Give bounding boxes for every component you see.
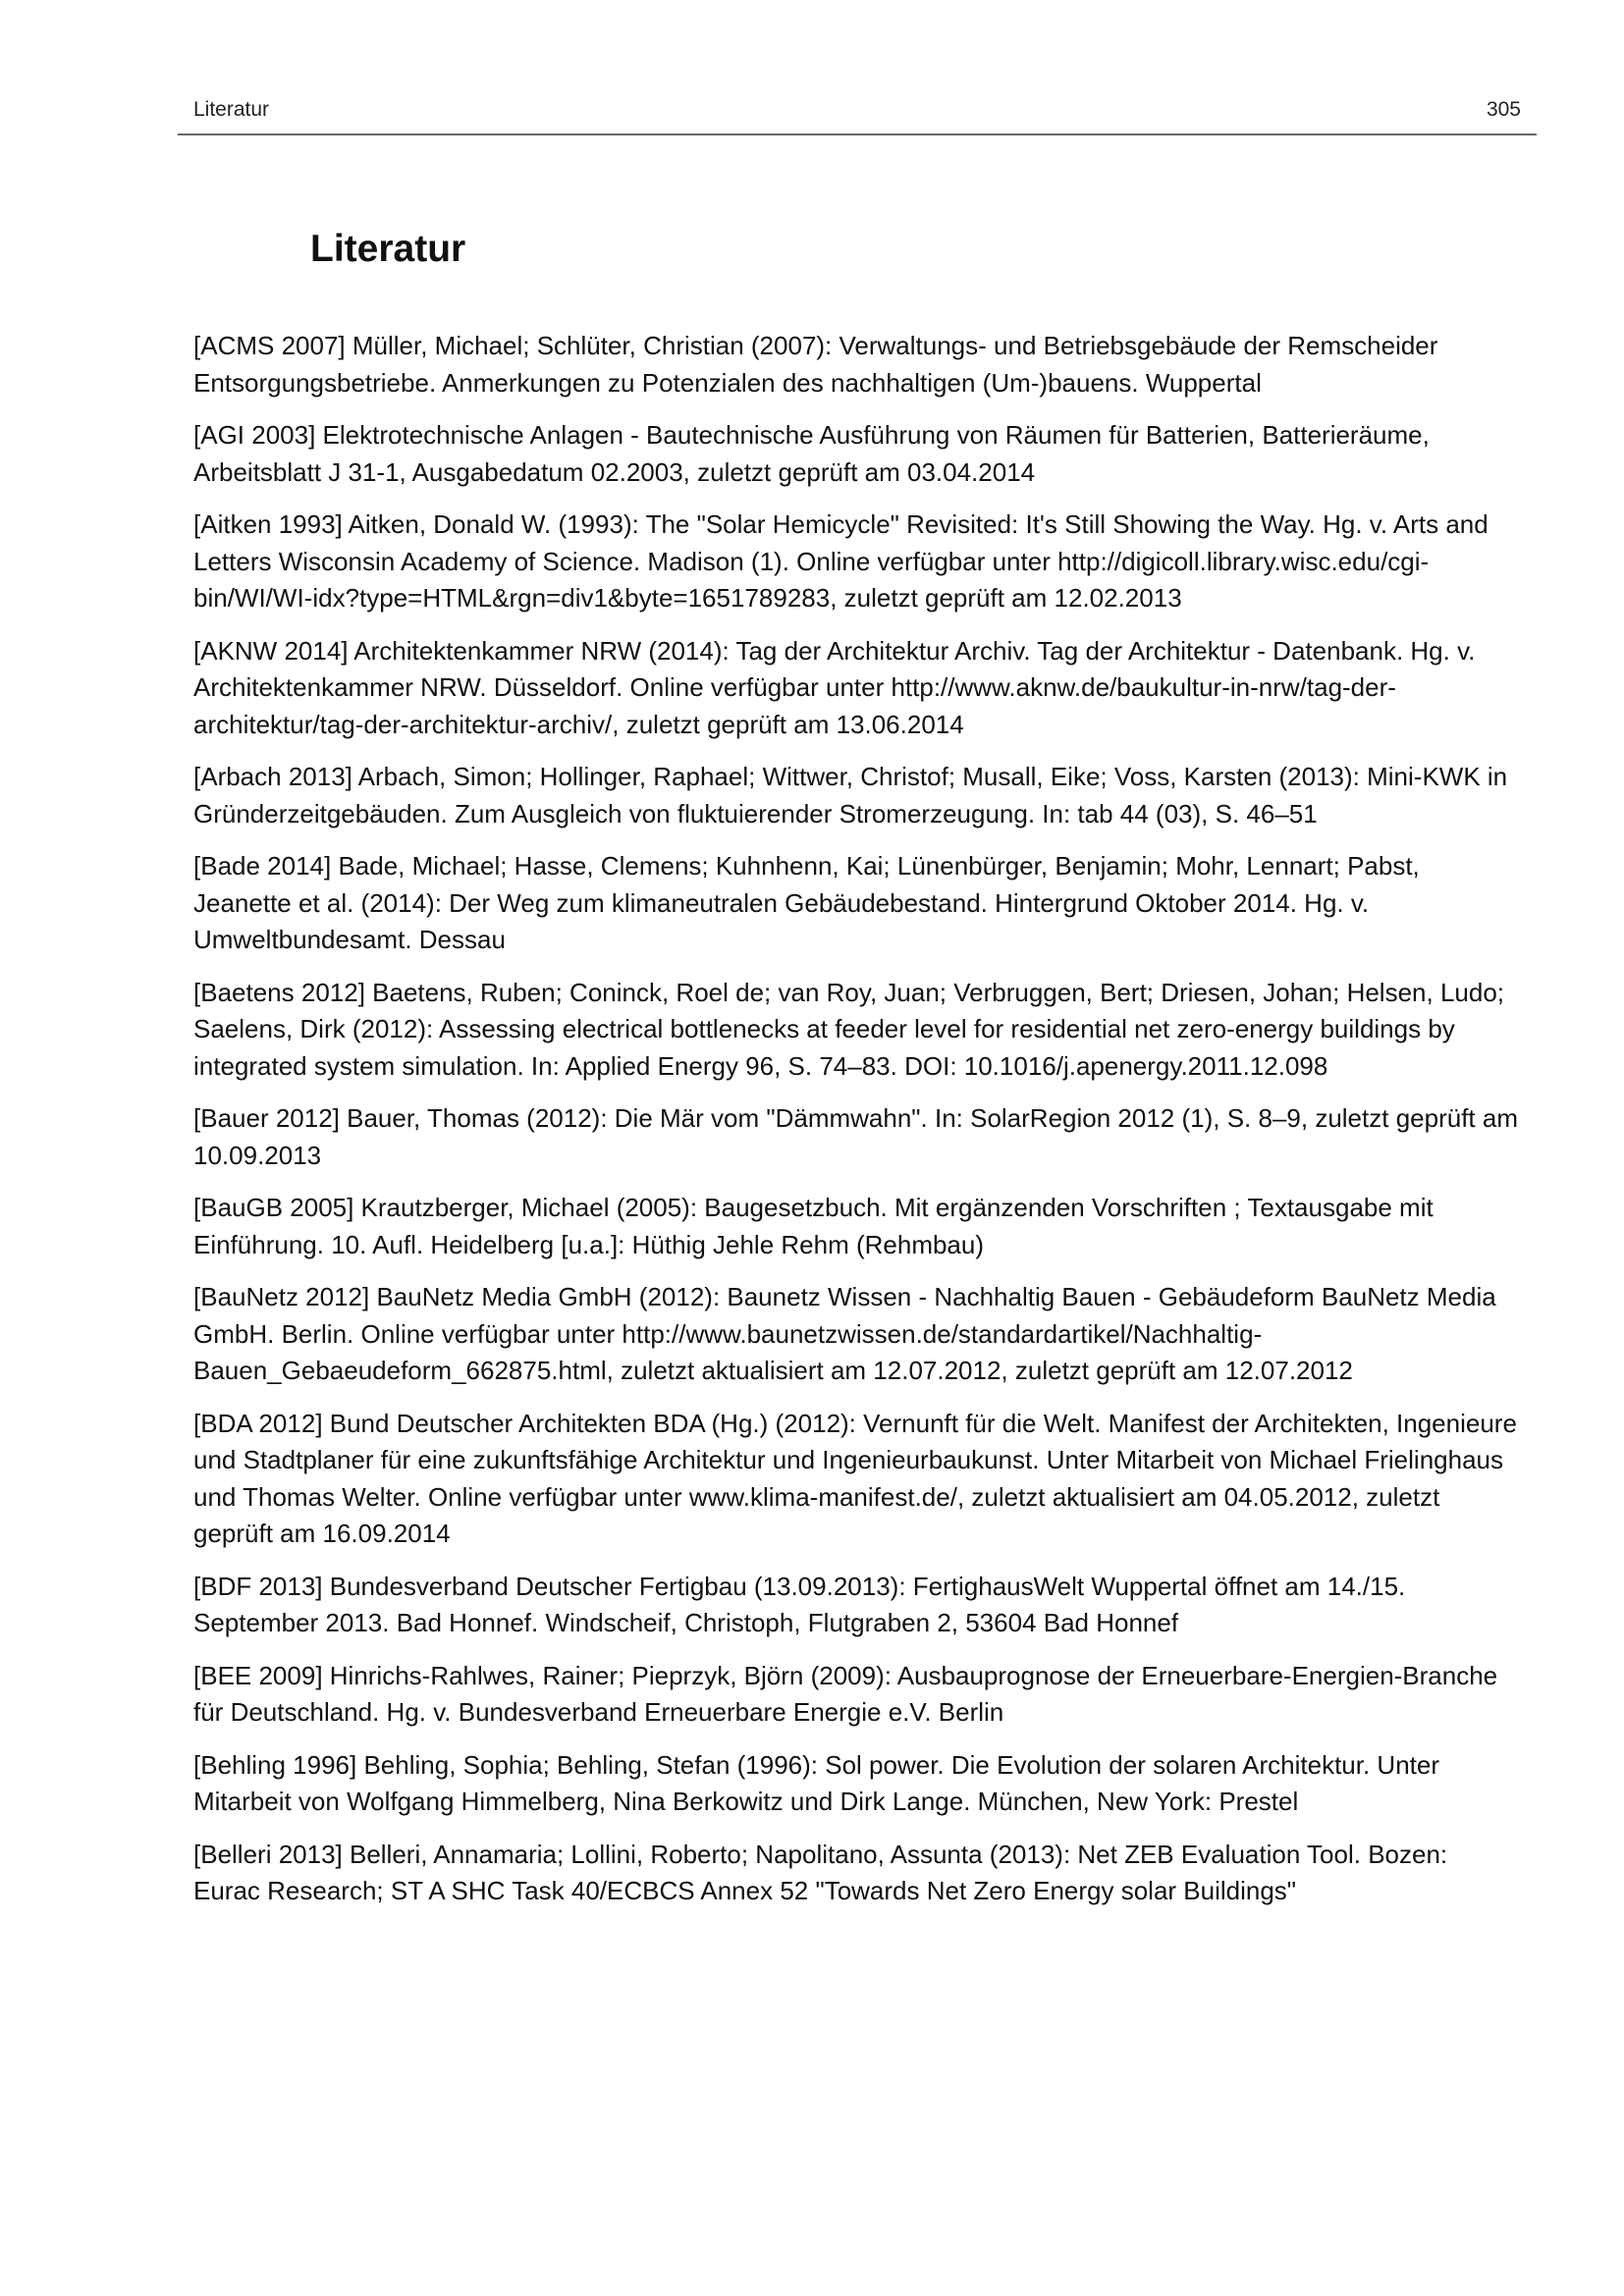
- reference-bade-2014: [Bade 2014] Bade, Michael; Hasse, Clemens; Kuhnhenn, Kai; Lünenbürger, Benjamin; Mohr, Lennart; Pabst, Jeanette et al. (2014): Der Weg zum klimaneutralen Gebäudebestand. Hintergrund Oktober 2014. Hg. v. Umweltbundesamt. Dessau: [193, 851, 1420, 954]
- section-title: Literatur: [310, 228, 466, 270]
- running-header-title: Literatur: [193, 98, 270, 121]
- page-number: 305: [1486, 98, 1521, 121]
- reference-bauer-2012: [Bauer 2012] Bauer, Thomas (2012): Die Mär vom "Dämmwahn". In: SolarRegion 2012 (1), S. 8–9, zuletzt geprüft am 10.09.2013: [193, 1103, 1518, 1170]
- reference-belleri-2013: [Belleri 2013] Belleri, Annamaria; Lollini, Roberto; Napolitano, Assunta (2013): Net ZEB Evaluation Tool. Bozen: Eurac Research; ST A SHC Task 40/ECBCS Annex 52 "Towards Net Zero Energy solar Buildings": [193, 1839, 1448, 1905]
- reference-baetens-2012: [Baetens 2012] Baetens, Ruben; Coninck, Roel de; van Roy, Juan; Verbruggen, Bert; Driesen, Johan; Helsen, Ludo; Saelens, Dirk (2012): Assessing electrical bottlenecks at feeder level for residential net zero-energy buildings by integrated system simulation. In: Applied Energy 96, S. 74–83. DOI: 10.1016/j.apenergy.2011.12.098: [193, 977, 1505, 1081]
- reference-acms-2007: [ACMS 2007] Müller, Michael; Schlüter, Christian (2007): Verwaltungs- und Betriebsgebäude der Remscheider Entsorgungsbetriebe. Anmerkungen zu Potenzialen des nachhaltigen (Um-)bauens. Wuppertal: [193, 331, 1438, 398]
- reference-bee-2009: [BEE 2009] Hinrichs-Rahlwes, Rainer; Pieprzyk, Björn (2009): Ausbauprognose der Erneuerbare-Energien-Branche für Deutschland. Hg. v. Bundesverband Erneuerbare Energie e.V. Berlin: [193, 1660, 1498, 1727]
- reference-aknw-2014: [AKNW 2014] Architektenkammer NRW (2014): Tag der Architektur Archiv. Tag der Architektur - Datenbank. Hg. v. Architektenkammer NRW. Düsseldorf. Online verfügbar unter http://www.aknw.de/baukultur-in-nrw/tag-der-architektur/tag-der-architektur-archiv/, zuletzt geprüft am 13.06.2014: [193, 635, 1476, 739]
- running-header: [178, 98, 1537, 135]
- reference-behling-1996: [Behling 1996] Behling, Sophia; Behling, Stefan (1996): Sol power. Die Evolution der solaren Architektur. Unter Mitarbeit von Wolfgang Himmelberg, Nina Berkowitz und Dirk Lange. München, New York: Prestel: [193, 1749, 1439, 1816]
- reference-bdf-2013: [BDF 2013] Bundesverband Deutscher Fertigbau (13.09.2013): FertighausWelt Wuppertal öffnet am 14./15. September 2013. Bad Honnef. Windscheif, Christoph, Flutgraben 2, 53604 Bad Honnef: [193, 1571, 1406, 1637]
- reference-aitken-1993: [Aitken 1993] Aitken, Donald W. (1993): The "Solar Hemicycle" Revisited: It's Still Showing the Way. Hg. v. Arts and Letters Wisconsin Academy of Science. Madison (1). Online verfügbar unter http://digicoll.library.wisc.edu/cgi-bin/WI/WI-idx?type=HTML&rgn=div1&byte=1651789283, zuletzt geprüft am 12.02.2013: [193, 509, 1489, 613]
- reference-list: [193, 328, 1519, 1926]
- reference-bda-2012: [BDA 2012] Bund Deutscher Architekten BDA (Hg.) (2012): Vernunft für die Welt. Manifest der Architekten, Ingenieure und Stadtplaner für eine zukunftsfähige Architektur und Ingenieurbaukunst. Unter Mitarbeit von Michael Frielinghaus und Thomas Welter. Online verfügbar unter www.klima-manifest.de/, zuletzt aktualisiert am 04.05.2012, zuletzt geprüft am 16.09.2014: [193, 1408, 1517, 1548]
- reference-baunetz-2012: [BauNetz 2012] BauNetz Media GmbH (2012): Baunetz Wissen - Nachhaltig Bauen - Gebäudeform BauNetz Media GmbH. Berlin. Online verfügbar unter http://www.baunetzwissen.de/standardartikel/Nachhaltig-Bauen_Gebaeudeform_662875.html, zuletzt aktualisiert am 12.07.2012, zuletzt geprüft am 12.07.2012: [193, 1282, 1496, 1385]
- reference-baugb-2005: [BauGB 2005] Krautzberger, Michael (2005): Baugesetzbuch. Mit ergänzenden Vorschriften ; Textausgabe mit Einführung. 10. Aufl. Heidelberg [u.a.]: Hüthig Jehle Rehm (Rehmbau): [193, 1193, 1434, 1259]
- reference-arbach-2013: [Arbach 2013] Arbach, Simon; Hollinger, Raphael; Wittwer, Christof; Musall, Eike; Voss, Karsten (2013): Mini-KWK in Gründerzeitgebäuden. Zum Ausgleich von fluktuierender Stromerzeugung. In: tab 44 (03), S. 46–51: [193, 762, 1508, 828]
- reference-agi-2003: [AGI 2003] Elektrotechnische Anlagen - Bautechnische Ausführung von Räumen für Batterien, Batterieräume, Arbeitsblatt J 31-1, Ausgabedatum 02.2003, zuletzt geprüft am 03.04.2014: [193, 420, 1430, 487]
